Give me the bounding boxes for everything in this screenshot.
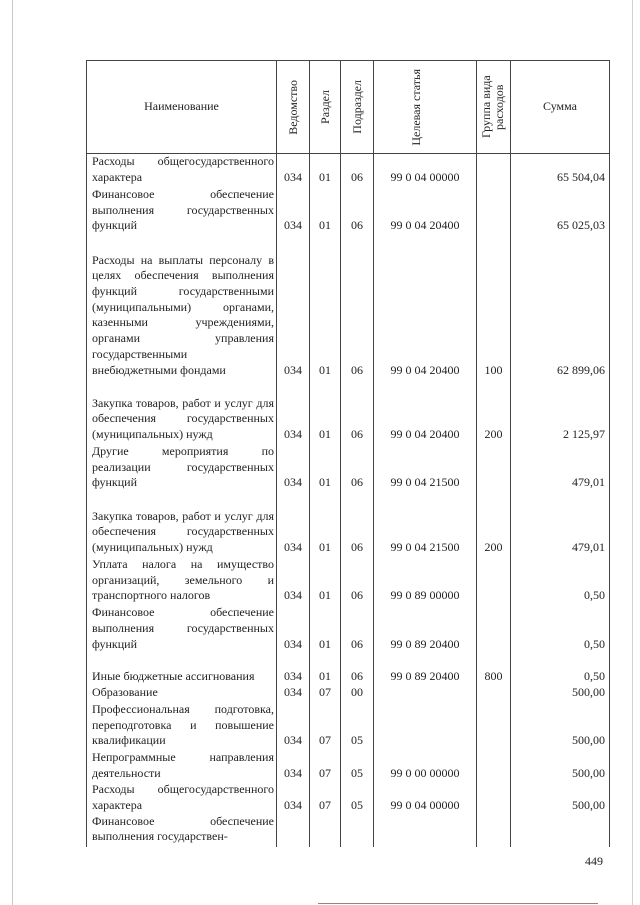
cell-sum: 65 504,04 [511,154,610,186]
cell-sum: 479,01 [511,443,610,491]
cell-name: Непрограммные направления деятельности [87,749,277,781]
cell-target [374,685,477,701]
cell-subsection: 06 [341,378,374,443]
cell-section [310,814,341,847]
cell-target: 99 0 04 21500 [374,491,477,556]
cell-sum: 65 025,03 [511,186,610,234]
cell-target: 99 0 04 00000 [374,781,477,813]
cell-subsection: 06 [341,604,374,652]
cell-dept: 034 [277,186,310,234]
cell-name: Иные бюджетные ассигнования [87,652,277,684]
cell-sum: 500,00 [511,685,610,701]
cell-name: Закупка товаров, работ и услуг для обеспечения государственных (муниципальных) нужд [87,491,277,556]
cell-sum: 500,00 [511,749,610,781]
budget-table [86,60,610,847]
cell-subsection: 06 [341,652,374,684]
cell-dept: 034 [277,604,310,652]
cell-subsection: 06 [341,186,374,234]
cell-subsection: 06 [341,556,374,604]
table-row [87,685,610,701]
cell-name: Расходы общегосударственного характера [87,154,277,186]
cell-section: 01 [310,378,341,443]
cell-subsection: 05 [341,749,374,781]
cell-subsection: 06 [341,234,374,378]
cell-group [477,604,511,652]
cell-sum: 479,01 [511,491,610,556]
table-row [87,491,610,556]
cell-section: 01 [310,154,341,186]
cell-sum [511,814,610,847]
cell-dept: 034 [277,154,310,186]
cell-dept: 034 [277,443,310,491]
header-target: Целевая статья [374,61,477,154]
cell-dept: 034 [277,781,310,813]
cell-target: 99 0 04 20400 [374,378,477,443]
scan-edge-left [12,0,13,905]
header-name: Наименование [87,61,277,154]
cell-section: 01 [310,491,341,556]
cell-section: 01 [310,652,341,684]
cell-section: 01 [310,234,341,378]
table-row [87,749,610,781]
cell-dept: 034 [277,749,310,781]
cell-name: Финансовое обеспечение выполнения государственных функций [87,604,277,652]
table-row [87,234,610,378]
cell-group: 200 [477,378,511,443]
table-row [87,652,610,684]
scan-edge-right [632,0,633,905]
cell-sum: 2 125,97 [511,378,610,443]
cell-subsection: 06 [341,491,374,556]
cell-group [477,685,511,701]
cell-section: 07 [310,781,341,813]
cell-target [374,814,477,847]
cell-group [477,186,511,234]
cell-target: 99 0 04 20400 [374,234,477,378]
cell-target: 99 0 00 00000 [374,749,477,781]
cell-group [477,749,511,781]
cell-target: 99 0 04 00000 [374,154,477,186]
cell-subsection: 06 [341,443,374,491]
table-header-row [87,61,610,154]
cell-target [374,701,477,749]
cell-group [477,701,511,749]
cell-section: 07 [310,749,341,781]
cell-name: Другие мероприятия по реализации государственных функций [87,443,277,491]
cell-group [477,814,511,847]
cell-subsection [341,814,374,847]
cell-dept: 034 [277,652,310,684]
cell-subsection: 06 [341,154,374,186]
table-row [87,604,610,652]
footer-line [318,903,598,904]
cell-dept: 034 [277,685,310,701]
cell-name: Уплата налога на имущество организаций, земельного и транспортного налогов [87,556,277,604]
cell-sum: 0,50 [511,604,610,652]
cell-group [477,556,511,604]
cell-name: Закупка товаров, работ и услуг для обеспечения государственных (муниципальных) нужд [87,378,277,443]
table-row [87,556,610,604]
cell-sum: 500,00 [511,701,610,749]
cell-group [477,781,511,813]
cell-dept: 034 [277,491,310,556]
cell-group: 200 [477,491,511,556]
cell-sum: 0,50 [511,652,610,684]
table-row [87,154,610,186]
cell-section: 01 [310,186,341,234]
cell-dept: 034 [277,701,310,749]
header-group: Группа вида расходов [477,61,511,154]
cell-name: Образование [87,685,277,701]
header-subsection: Подраздел [341,61,374,154]
cell-subsection: 00 [341,685,374,701]
cell-subsection: 05 [341,781,374,813]
cell-name: Расходы общегосударственного характера [87,781,277,813]
page-number: 449 [585,854,603,868]
cell-dept: 034 [277,234,310,378]
cell-group: 100 [477,234,511,378]
cell-target: 99 0 89 20400 [374,652,477,684]
header-section: Раздел [310,61,341,154]
table-row [87,378,610,443]
table-row [87,186,610,234]
cell-name: Финансовое обеспечение выполнения государствен- [87,814,277,847]
cell-name: Профессиональная подготовка, переподготовка и повышение квалификации [87,701,277,749]
cell-section: 01 [310,443,341,491]
cell-dept: 034 [277,556,310,604]
cell-group [477,443,511,491]
cell-dept [277,814,310,847]
cell-subsection: 05 [341,701,374,749]
cell-target: 99 0 04 20400 [374,186,477,234]
cell-group [477,154,511,186]
header-sum: Сумма [511,61,610,154]
cell-name: Финансовое обеспечение выполнения государственных функций [87,186,277,234]
cell-target: 99 0 89 00000 [374,556,477,604]
table-row [87,443,610,491]
header-dept: Ведомство [277,61,310,154]
table-row [87,781,610,813]
table-row [87,814,610,847]
cell-sum: 500,00 [511,781,610,813]
cell-target: 99 0 89 20400 [374,604,477,652]
cell-dept: 034 [277,378,310,443]
cell-section: 07 [310,701,341,749]
cell-group: 800 [477,652,511,684]
cell-sum: 0,50 [511,556,610,604]
cell-name: Расходы на выплаты персоналу в целях обеспечения выполнения функций государственными (муниципальными) органами, казенными учреждениями, органами управления государственными внебюджетными фондами [87,234,277,378]
table-row [87,701,610,749]
cell-target: 99 0 04 21500 [374,443,477,491]
cell-sum: 62 899,06 [511,234,610,378]
cell-section: 01 [310,604,341,652]
cell-section: 01 [310,556,341,604]
cell-section: 07 [310,685,341,701]
